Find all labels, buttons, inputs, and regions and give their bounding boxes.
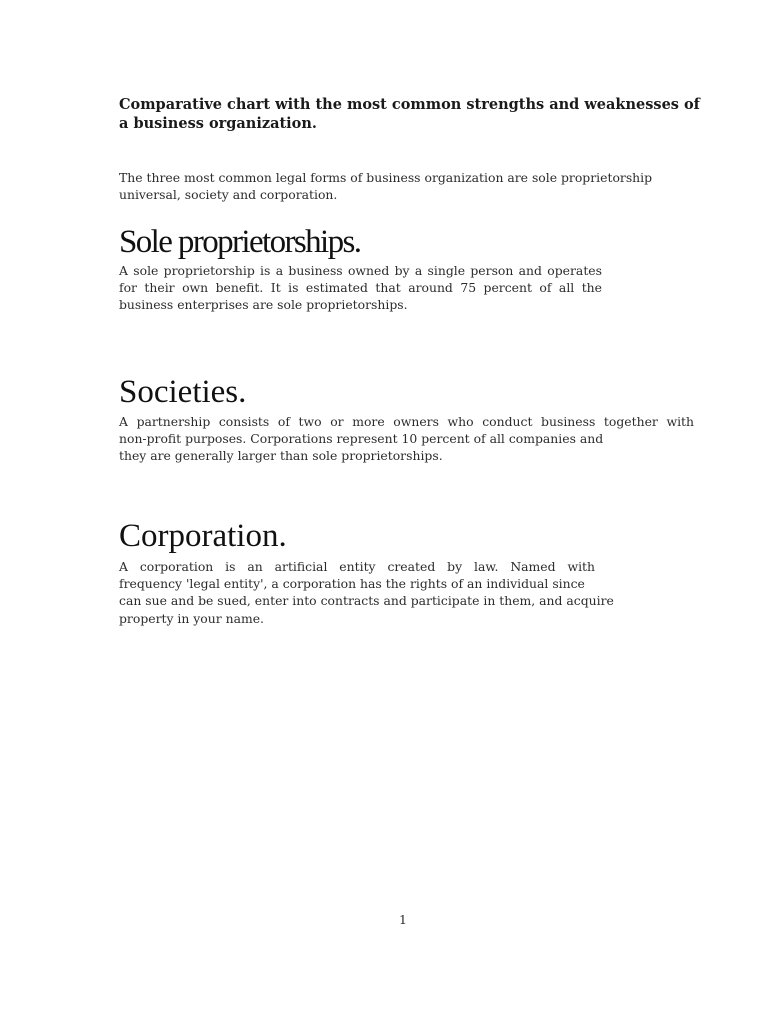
paragraph-line: property in your name. — [119, 610, 264, 626]
paragraph-line: A sole proprietorship is a business owned by a single person and operates — [119, 263, 602, 278]
paragraph-line: they are generally larger than sole proprietorships. — [119, 448, 443, 464]
document-title-line: Comparative chart with the most common strengths and weaknesses of — [119, 96, 700, 113]
paragraph-line: can sue and be sued, enter into contracts and participate in them, and acquire — [119, 593, 614, 609]
paragraph-line: business enterprises are sole proprietorships. — [119, 297, 408, 313]
paragraph-line: non-profit purposes. Corporations represent 10 percent of all companies and — [119, 431, 604, 447]
section-heading-corporation: Corporation. — [119, 518, 287, 554]
section-heading-sole-proprietorships: Sole proprietorships. — [119, 224, 361, 260]
intro-line: The three most common legal forms of business organization are sole proprietorship — [119, 170, 653, 185]
page-number: 1 — [399, 912, 407, 927]
paragraph-line: for their own benefit. It is estimated that around 75 percent of all the — [119, 280, 602, 296]
section-heading-societies: Societies. — [119, 374, 247, 410]
section-paragraph-corporation — [119, 558, 614, 627]
document-title — [119, 95, 700, 133]
paragraph-line: frequency 'legal entity', a corporation has the rights of an individual since — [119, 576, 585, 592]
paragraph-line: A corporation is an artificial entity created by law. Named with — [119, 559, 595, 574]
document-title-line: a business organization. — [119, 115, 317, 132]
paragraph-line: A partnership consists of two or more owners who conduct business together with — [119, 414, 694, 429]
section-paragraph-societies — [119, 413, 694, 465]
section-paragraph-sole-proprietorships — [119, 262, 602, 314]
intro-line: universal, society and corporation. — [119, 187, 338, 203]
intro-paragraph — [119, 169, 652, 203]
